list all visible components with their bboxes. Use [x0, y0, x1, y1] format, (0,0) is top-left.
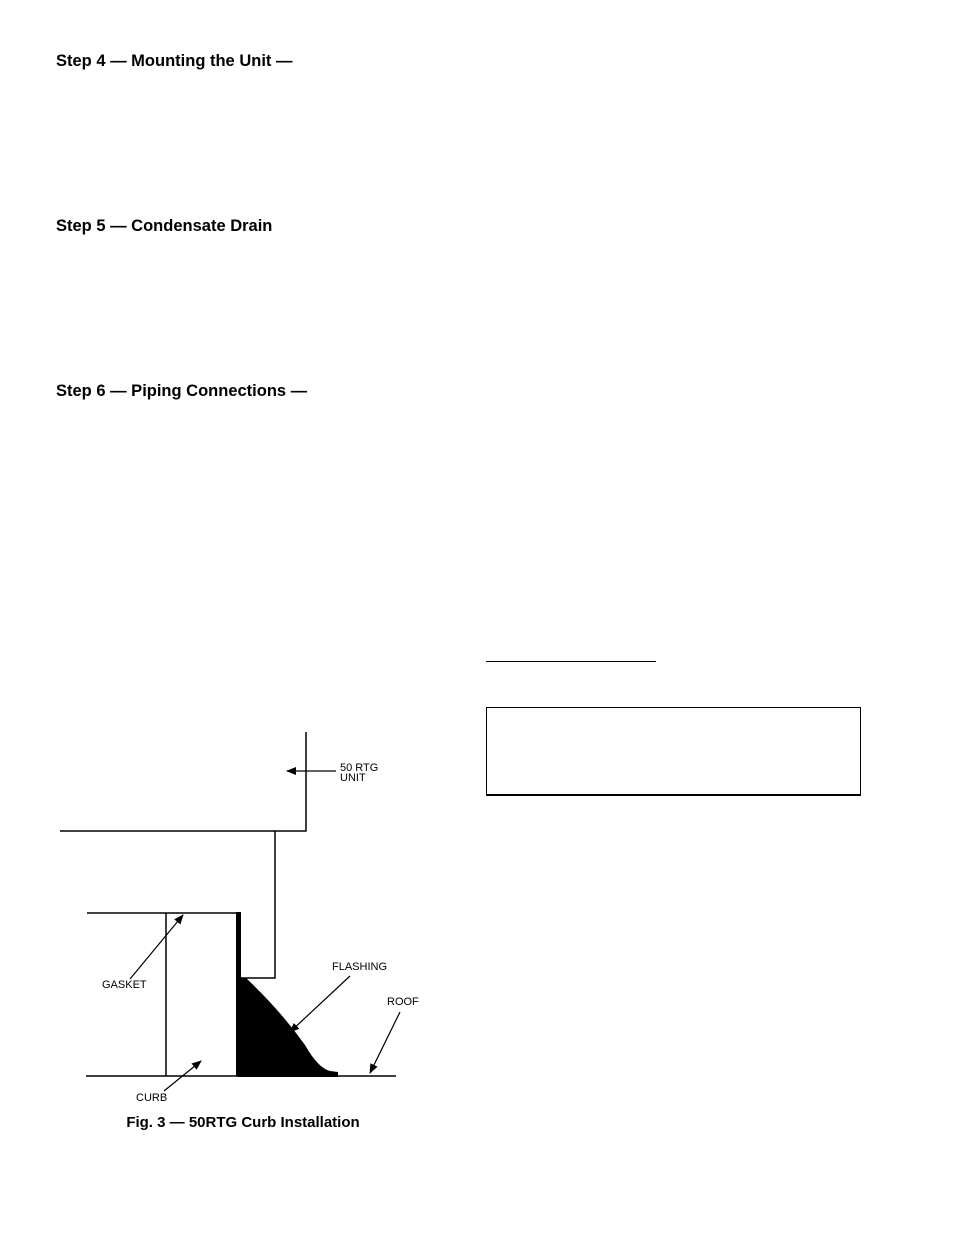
unit-label-line1: 50 RTG — [340, 762, 379, 774]
curb-outer-wall — [236, 912, 241, 1076]
flashing-label: FLASHING — [332, 961, 388, 973]
step-5-heading: Step 5 — Condensate Drain — [56, 217, 273, 235]
figure-caption: Fig. 3 — 50RTG Curb Installation — [126, 1114, 360, 1131]
unit-label-line2: UNIT — [340, 772, 366, 784]
gasket-arrow — [130, 915, 183, 979]
unit-outline — [60, 732, 306, 831]
flashing-shape — [238, 978, 338, 1077]
step-4-heading: Step 4 — Mounting the Unit — — [56, 52, 293, 70]
roof-arrow — [370, 1012, 400, 1073]
step-6-heading: Step 6 — Piping Connections — — [56, 382, 308, 400]
curb-label: CURB — [136, 1092, 168, 1104]
gasket-label: GASKET — [102, 979, 147, 991]
section-divider-rule — [486, 661, 656, 662]
unit-rail — [240, 831, 275, 978]
roof-label: ROOF — [387, 996, 419, 1008]
note-box — [486, 707, 861, 796]
flashing-arrow — [290, 976, 350, 1032]
curb-arrow — [164, 1061, 201, 1091]
